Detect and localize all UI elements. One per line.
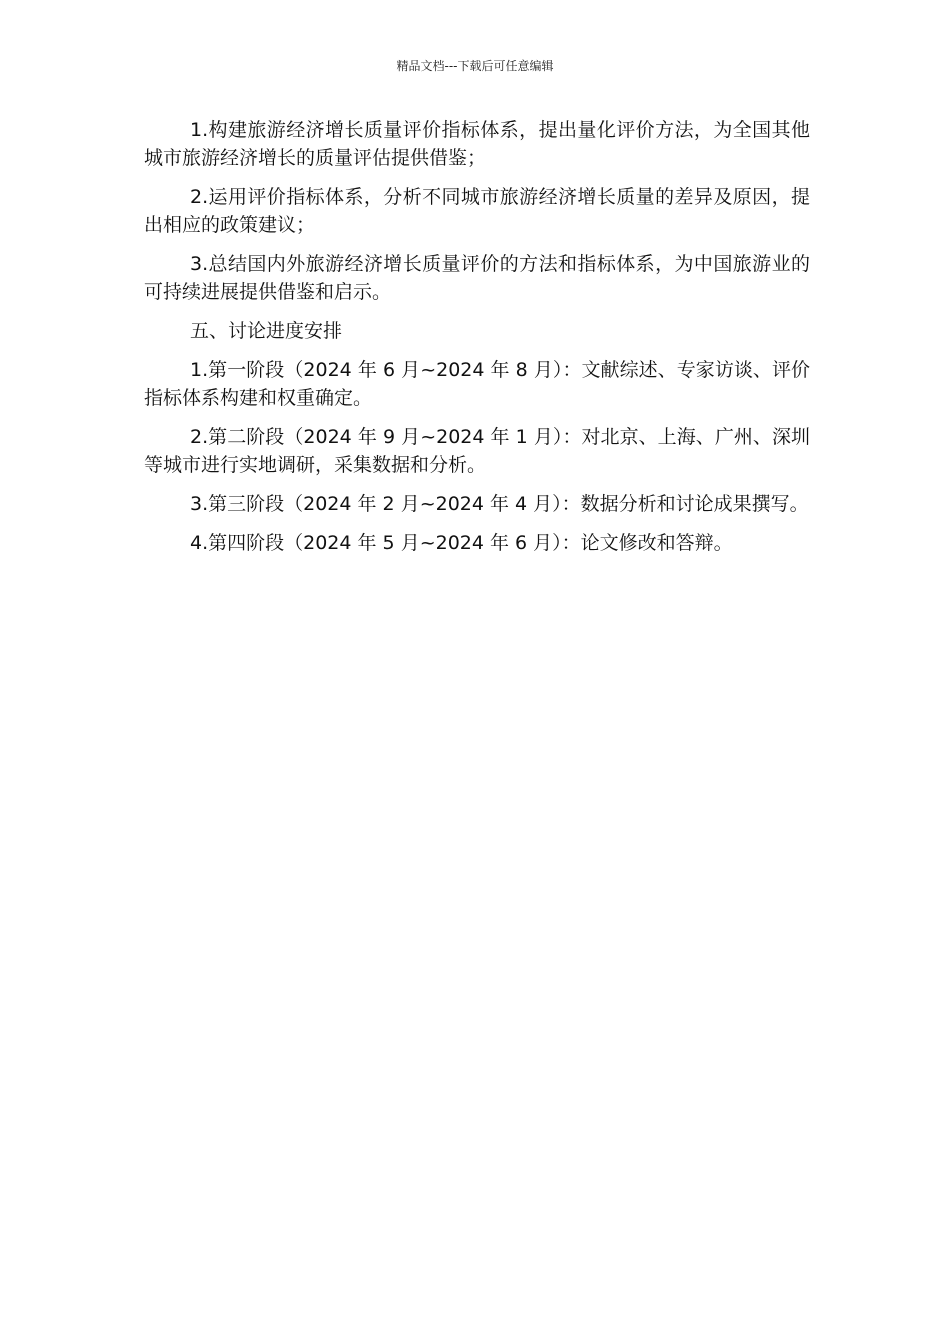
objective-paragraph-3: 3.总结国内外旅游经济增长质量评价的方法和指标体系，为中国旅游业的可持续进展提供借鉴和启示。 (144, 253, 810, 303)
document-body (144, 116, 810, 568)
section-heading-schedule: 五、讨论进度安排 (190, 320, 343, 342)
schedule-stage-1: 1.第一阶段（2024 年 6 月~2024 年 8 月）：文献综述、专家访谈、评价指标体系构建和权重确定。 (144, 359, 810, 409)
objective-paragraph-1: 1.构建旅游经济增长质量评价指标体系，提出量化评价方法，为全国其他城市旅游经济增长的质量评估提供借鉴； (144, 119, 810, 169)
objective-paragraph-2: 2.运用评价指标体系，分析不同城市旅游经济增长质量的差异及原因，提出相应的政策建议； (144, 186, 810, 236)
schedule-stage-3: 3.第三阶段（2024 年 2 月~2024 年 4 月）：数据分析和讨论成果撰写。 (190, 493, 809, 515)
page-header: 精品文档---下载后可任意编辑 (396, 59, 554, 73)
schedule-stage-4: 4.第四阶段（2024 年 5 月~2024 年 6 月）：论文修改和答辩。 (190, 532, 733, 554)
schedule-stage-2: 2.第二阶段（2024 年 9 月~2024 年 1 月）：对北京、上海、广州、深圳等城市进行实地调研，采集数据和分析。 (144, 426, 810, 476)
